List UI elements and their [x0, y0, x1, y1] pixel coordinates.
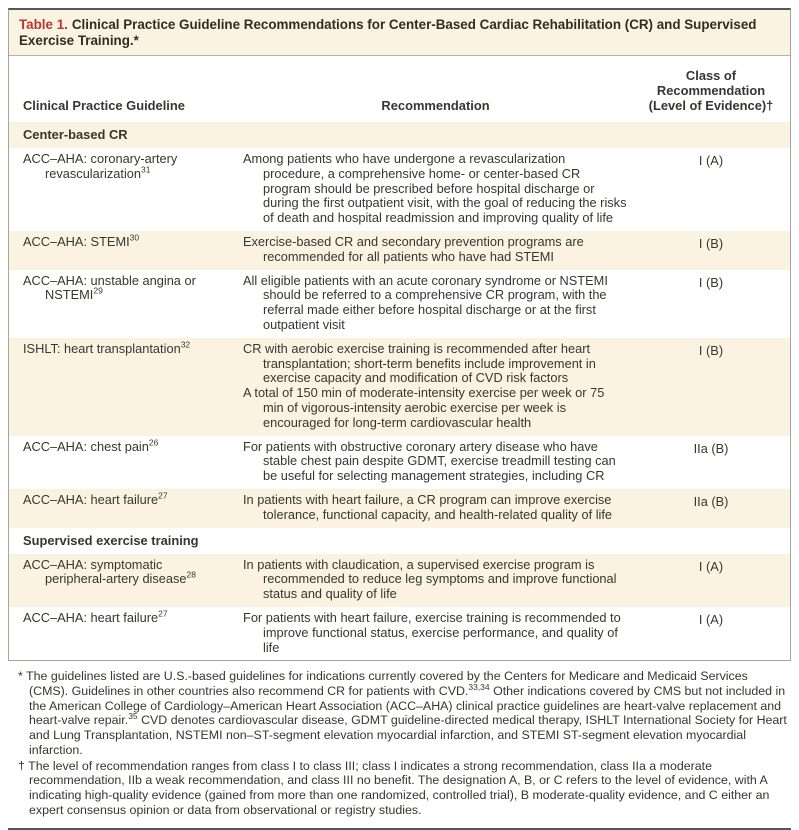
- footnote-text: The guidelines listed are U.S.-based guidelines for indications currently covered by the Centers for Medicare and Medicaid Services (CMS). Guidelines in other countries also recommend CR for patients with CVD.$^{33,34}$ Other indications covered by CMS but not included in the American College of Cardiology–American Heart Association (ACC–AHA) clinical practice guidelines are heart-valve replacement and heart-valve repair.$^{35}$ CVD denotes cardiovascular disease, GDMT guideline-directed medical therapy, ISHLT International Society for Heart and Lung Transplantation, NSTEMI non–ST-segment elevation myocardial infarction, and STEMI ST-segment elevation myocardial infarction.: [26, 669, 787, 757]
- guideline-cell: [9, 231, 231, 255]
- recommendation-cell: [231, 607, 638, 660]
- recommendation-cell: [231, 338, 638, 436]
- column-header-recommendation: Recommendation: [381, 98, 490, 113]
- class-of-recommendation-value: I (B): [698, 274, 724, 290]
- recommendation-paragraph: For patients with obstructive coronary artery disease who have stable chest pain despite GDMT, exercise treadmill testing can be useful for selecting management strategies, including CR: [243, 438, 616, 484]
- footnote: [18, 759, 787, 818]
- guideline-cell: [9, 270, 231, 309]
- recommendation-cell: [231, 489, 638, 528]
- recommendation-paragraph: In patients with heart failure, a CR program can improve exercise tolerance, functional capacity, and health-related quality of life: [243, 491, 613, 522]
- class-cell: [638, 554, 790, 581]
- guideline-cell: [9, 489, 231, 513]
- guideline-text: ACC–AHA: chest pain$^{26}$: [23, 437, 159, 454]
- recommendation-cell: [231, 148, 638, 231]
- recommendation-cell: [231, 231, 638, 270]
- table-row: [9, 231, 790, 270]
- table-label: Table 1.: [19, 17, 68, 32]
- recommendation-paragraph: For patients with heart failure, exercise training is recommended to improve functional status, exercise performance, and quality of life: [243, 609, 621, 655]
- recommendation-paragraph: In patients with claudication, a supervised exercise program is recommended to reduce leg symptoms and improve functional status and quality of life: [243, 556, 617, 602]
- class-cell: [638, 338, 790, 365]
- guideline-cell: [9, 607, 231, 631]
- class-of-recommendation-value: I (B): [698, 235, 724, 251]
- section-header-label: Supervised exercise training: [23, 532, 199, 548]
- column-header-class-line1: Class of Recommendation: [656, 68, 766, 98]
- recommendation-paragraph: Among patients who have undergone a revascularization procedure, a comprehensive home- or center-based CR program should be prescribed before hospital discharge or during the first outpatient visit, with the goal of reducing the risks of death and hospital readmission and improving quality of life: [243, 151, 627, 226]
- table-row: [9, 489, 790, 528]
- guideline-text: ISHLT: heart transplantation$^{32}$: [23, 339, 191, 356]
- recommendation-paragraph: All eligible patients with an acute coronary syndrome or NSTEMI should be referred to a comprehensive CR program, with the referral made either before hospital discharge or at the first outpatient visit: [243, 272, 608, 332]
- recommendation-cell: [231, 270, 638, 338]
- footnote-symbol: *: [18, 669, 23, 684]
- table-row: [9, 338, 790, 436]
- table-row: [9, 554, 790, 607]
- class-of-recommendation-value: I (B): [698, 342, 724, 358]
- recommendation-paragraph: A total of 150 min of moderate-intensity exercise per week or 75 min of vigorous-intensity aerobic exercise per week is encouraged for long-term cardiovascular health: [243, 385, 605, 430]
- class-cell: [638, 231, 790, 258]
- class-of-recommendation-value: I (A): [698, 558, 724, 574]
- guideline-cell: [9, 338, 231, 362]
- class-cell: [638, 436, 790, 463]
- class-of-recommendation-value: IIa (B): [693, 440, 729, 456]
- guideline-cell: [9, 148, 231, 187]
- guideline-text: ACC–AHA: heart failure$^{27}$: [23, 608, 168, 625]
- recommendation-paragraph: Exercise-based CR and secondary prevention programs are recommended for all patients who have had STEMI: [243, 233, 584, 264]
- table-title-bar: [9, 10, 790, 56]
- table-row: [9, 607, 790, 660]
- column-header-class-line2: (Level of Evidence)†: [648, 98, 774, 113]
- guideline-text: ACC–AHA: symptomatic peripheral-artery disease$^{28}$: [23, 556, 197, 587]
- guideline-text: ACC–AHA: coronary-artery revascularization$^{31}$: [23, 151, 178, 181]
- guideline-text: ACC–AHA: STEMI$^{30}$: [23, 232, 140, 249]
- table-header-row: [9, 56, 790, 122]
- class-cell: [638, 148, 790, 175]
- recommendation-paragraph: CR with aerobic exercise training is recommended after heart transplantation; short-term benefits include improvement in exercise capacity and modification of CVD risk factors: [243, 340, 596, 386]
- recommendation-cell: [231, 554, 638, 607]
- guideline-text: ACC–AHA: unstable angina or NSTEMI$^{29}$: [23, 272, 196, 303]
- table-row: [9, 270, 790, 338]
- class-of-recommendation-value: I (A): [698, 611, 724, 627]
- guideline-cell: [9, 554, 231, 593]
- column-header-class: [638, 64, 790, 118]
- table-footnotes: [8, 661, 791, 824]
- class-of-recommendation-value: IIa (B): [693, 493, 729, 509]
- footnote-symbol: †: [18, 758, 25, 773]
- section-header-label: Center-based CR: [23, 127, 128, 142]
- class-cell: [638, 270, 790, 297]
- footnote-text: The level of recommendation ranges from class I to class III; class I indicates a strong recommendation, class IIa a moderate recommendation, IIb a weak recommendation, and class III no benefit. The designation A, B, or C refers to the level of evidence, with A indicating high-quality evidence (gained from more than one randomized, controlled trial), B moderate-quality evidence, and C either an expert consensus opinion or data from observational or registry studies.: [28, 758, 770, 817]
- footnote: [18, 669, 787, 757]
- table-row: [9, 436, 790, 489]
- guideline-text: ACC–AHA: heart failure$^{27}$: [23, 490, 168, 507]
- table-box: [8, 8, 791, 661]
- class-cell: [638, 489, 790, 516]
- class-of-recommendation-value: I (A): [698, 153, 724, 168]
- recommendation-cell: [231, 436, 638, 489]
- class-cell: [638, 607, 790, 634]
- table-row: [9, 148, 790, 231]
- column-header-guideline: Clinical Practice Guideline: [23, 98, 185, 113]
- guideline-cell: [9, 436, 231, 460]
- section-header-row: [9, 528, 790, 554]
- table-title: Clinical Practice Guideline Recommendations for Center-Based Cardiac Rehabilitation (CR) and Supervised Exercise Training.*: [19, 17, 757, 48]
- section-header-row: [9, 122, 790, 148]
- table-body: [9, 122, 790, 660]
